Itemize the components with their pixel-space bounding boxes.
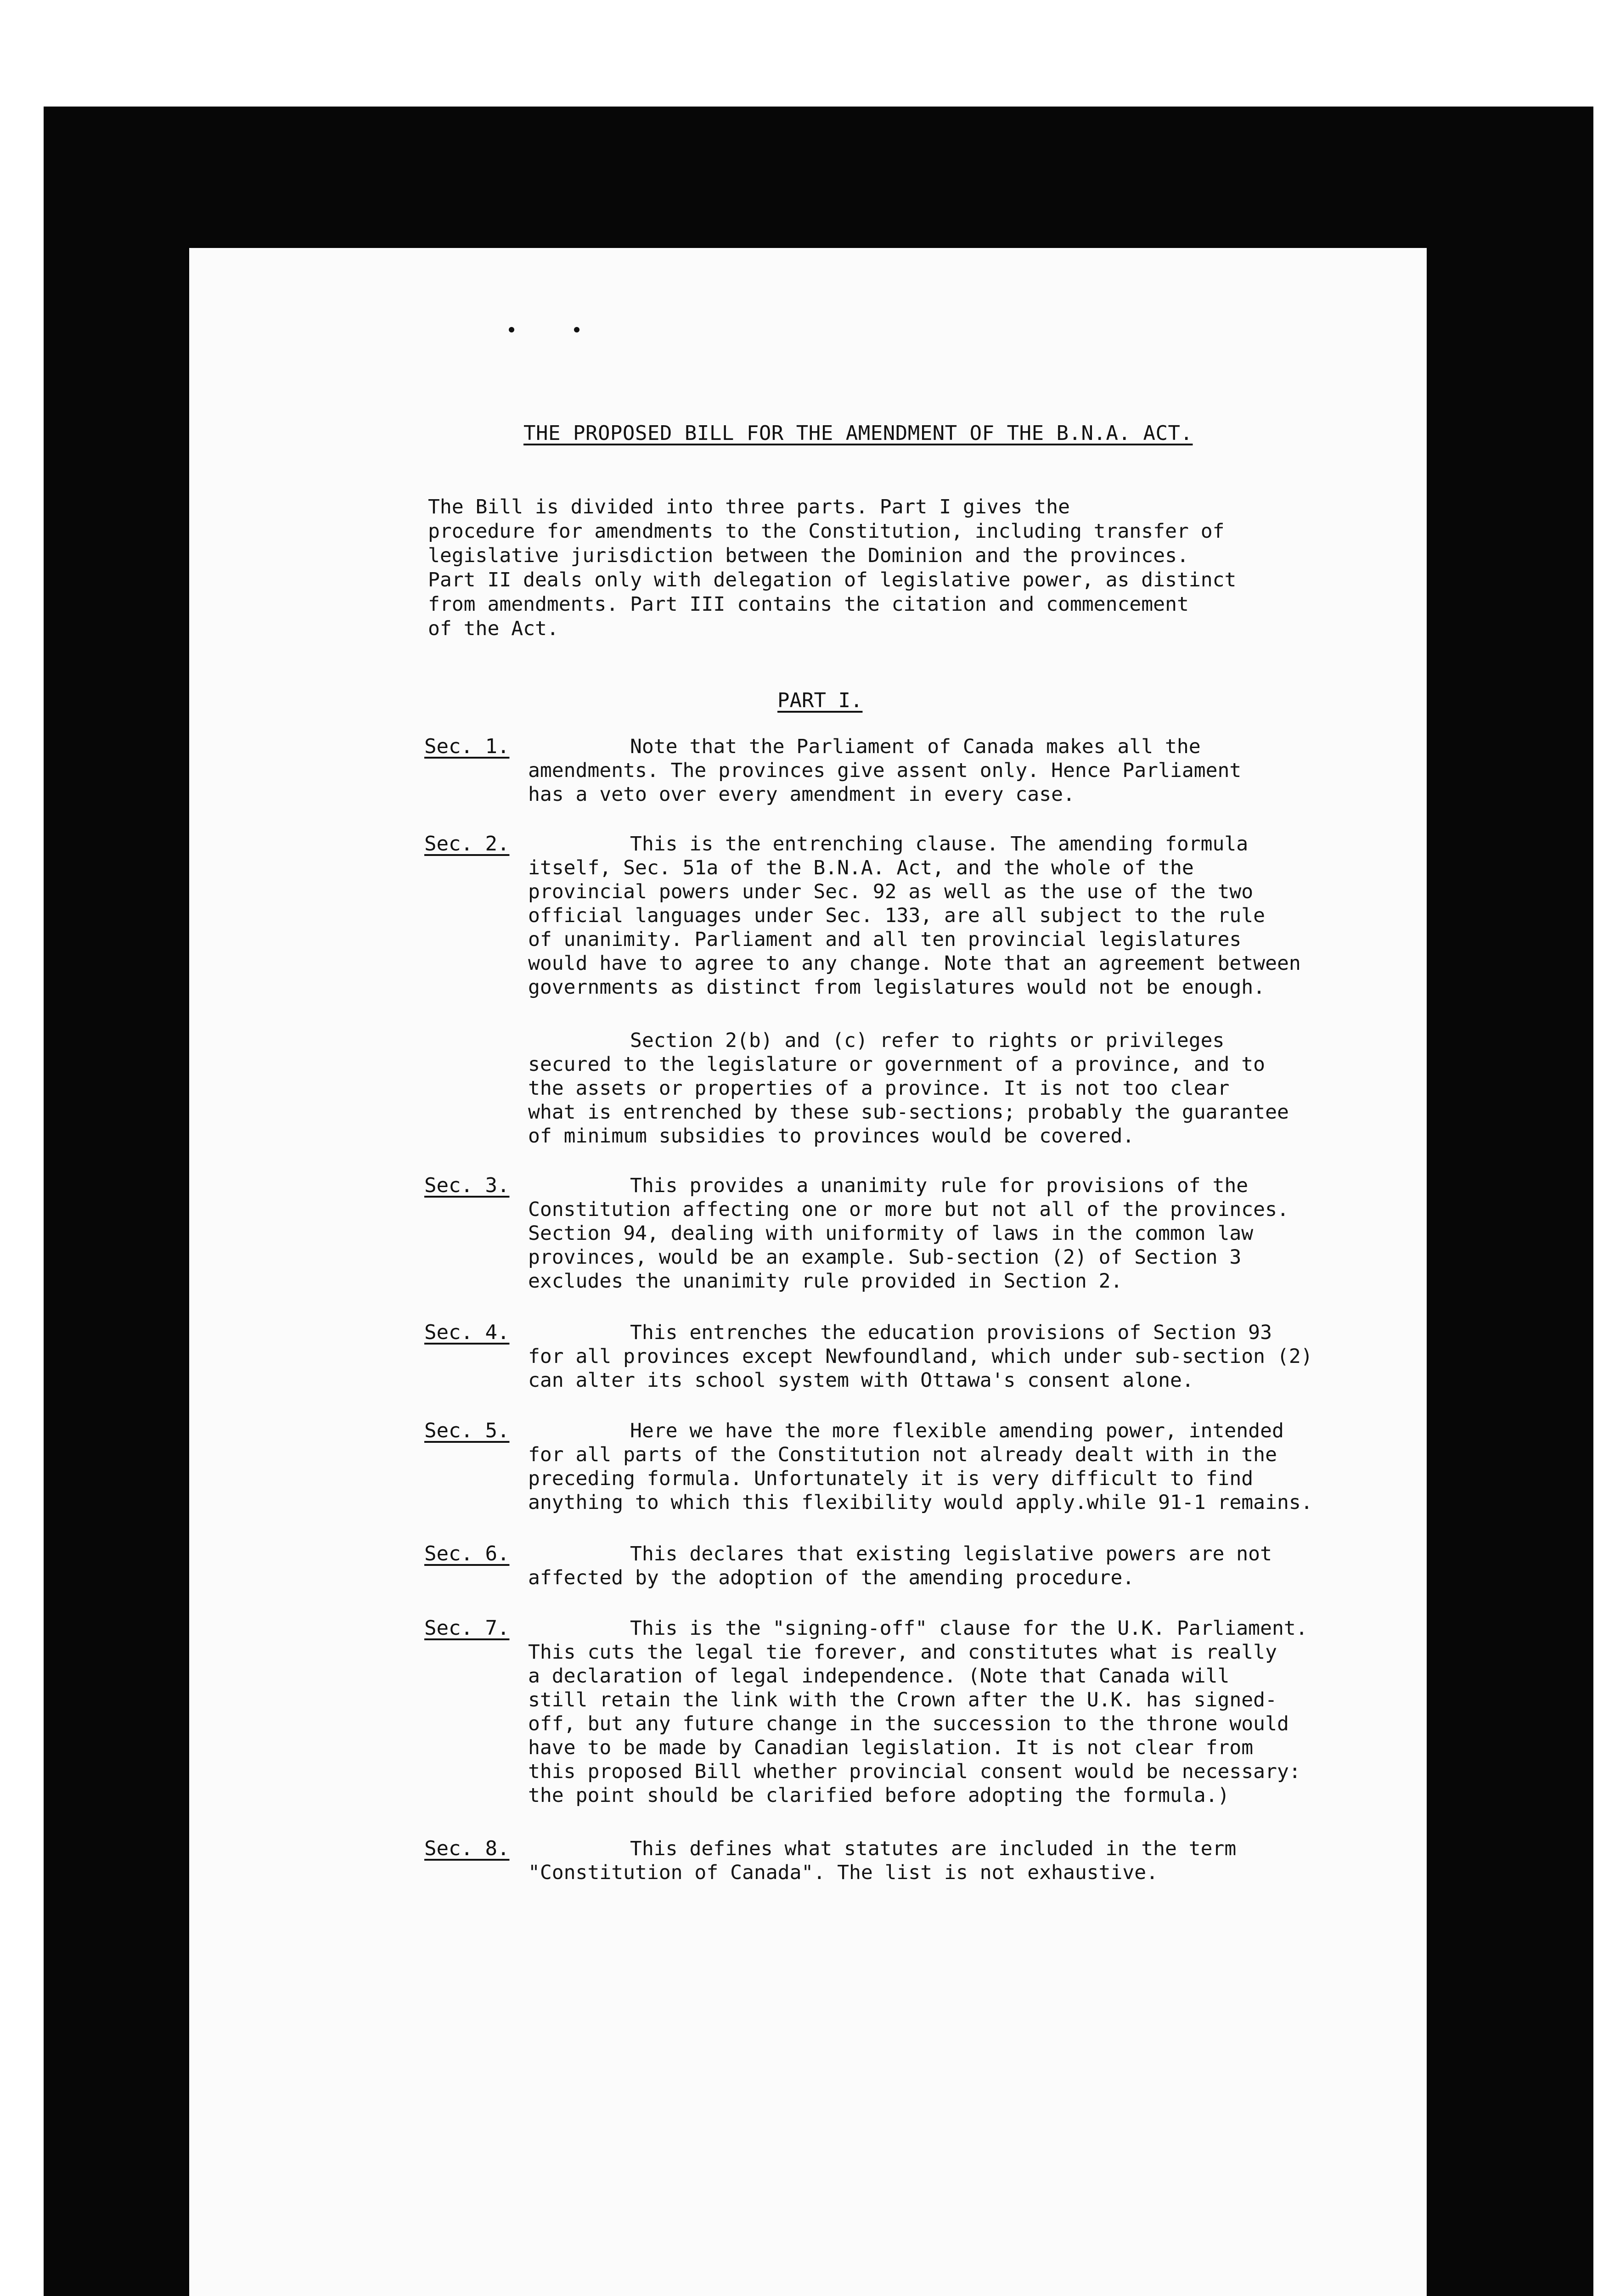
document-title: THE PROPOSED BILL FOR THE AMENDMENT OF THE B.N.A. ACT.	[523, 422, 1193, 445]
section-label: Sec. 5.	[424, 1419, 510, 1442]
page-mark	[509, 327, 514, 332]
section-label: Sec. 7.	[424, 1616, 510, 1640]
section-text: This declares that existing legislative powers are not affected by the adoption of the amending procedure.	[528, 1542, 1272, 1589]
section-label: Sec. 8.	[424, 1837, 510, 1860]
section-text: This is the entrenching clause. The amending formula itself, Sec. 51a of the B.N.A. Act, and the whole of the provincial powers under Sec. 92 as well as the use of the two official languages under Sec. 133, are all subject to the rule of unanimity. Parliament and all ten provincial legislatures would have to agree to any change. Note that an agreement between governments as distinct from legislatures would not be enough.	[528, 833, 1301, 999]
section-text: Here we have the more flexible amending power, intended for all parts of the Constitution not already dealt with in the preceding formula. Unfortunately it is very difficult to find anything to which this flexibility would apply.while 91-1 remains.	[528, 1419, 1313, 1514]
section-text: This defines what statutes are included in the term "Constitution of Canada". The list is not exhaustive.	[528, 1837, 1237, 1884]
section-label: Sec. 2.	[424, 832, 510, 855]
page-mark	[574, 327, 579, 332]
section-text: Note that the Parliament of Canada makes all the amendments. The provinces give assent only. Hence Parliament has a veto over every amendment in every case.	[528, 735, 1242, 806]
intro-paragraph: The Bill is divided into three parts. Part I gives the procedure for amendments to the Constitution, including transfer of legislative jurisdiction between the Dominion and the provinces. Part II deals only with delegation of legislative power, as distinct from amendments. Part III contains the citation and commencement of the Act.	[428, 495, 1237, 640]
section-text: This provides a unanimity rule for provisions of the Constitution affecting one or more but not all of the provinces. Section 94, dealing with uniformity of laws in the common law provinces, would be an example. Sub-section (2) of Section 3 excludes the unanimity rule provided in Section 2.	[528, 1174, 1289, 1293]
section-label: Sec. 1.	[424, 735, 510, 758]
section-text: Section 2(b) and (c) refer to rights or privileges secured to the legislature or government of a province, and to the assets or properties of a province. It is not too clear what is entrenched by these sub-sections; probably the guarantee of minimum subsidies to provinces would be covered.	[528, 1029, 1289, 1148]
section-label: Sec. 4.	[424, 1321, 510, 1344]
section-label: Sec. 3.	[424, 1174, 510, 1197]
part-heading: PART I.	[777, 689, 863, 712]
section-label: Sec. 6.	[424, 1542, 510, 1565]
section-text: This is the "signing-off" clause for the U.K. Parliament. This cuts the legal tie forever, and constitutes what is really a declaration of legal independence. (Note that Canada will still retain the link with the Crown after the U.K. has signed- off, but any future change in the succession to the throne would have to be made by Canadian legislation. It is not clear from this proposed Bill whether provincial consent would be necessary: the point should be clarified before adopting the formula.)	[528, 1617, 1308, 1807]
section-text: This entrenches the education provisions of Section 93 for all provinces except Newfoundland, which under sub-section (2) can alter its school system with Ottawa's consent alone.	[528, 1321, 1313, 1392]
